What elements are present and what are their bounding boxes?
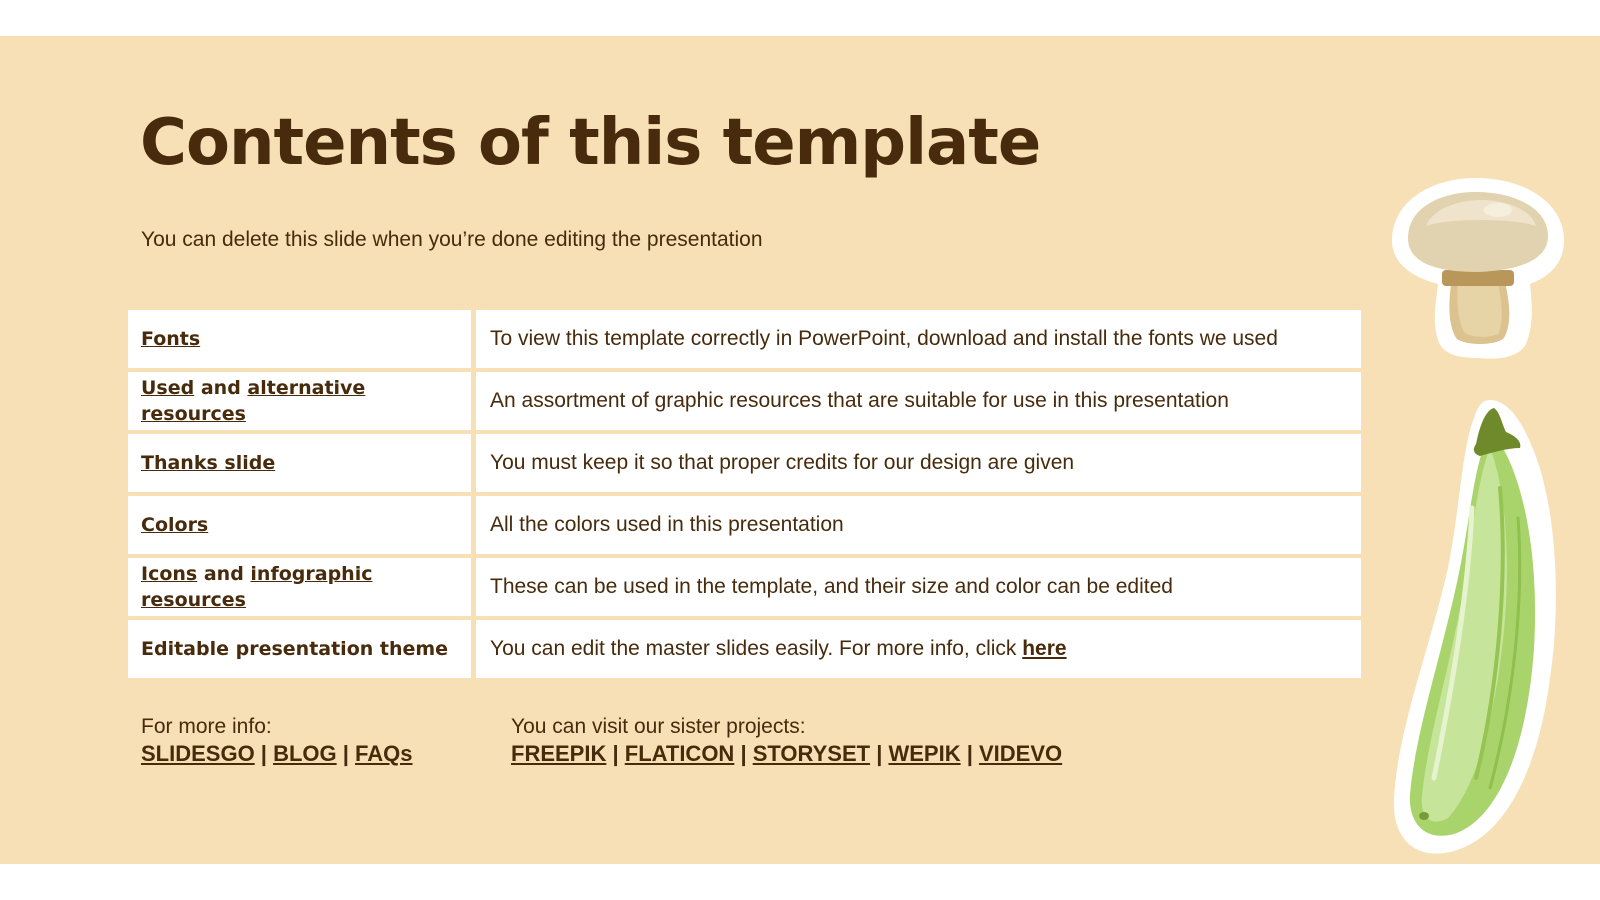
link-separator: | [960, 741, 979, 766]
link-separator: | [254, 741, 274, 766]
row-title-cell [128, 558, 471, 616]
page-title: Contents of this template [140, 106, 1041, 180]
mushroom-sticker-icon [1386, 174, 1566, 360]
row-title-cell [128, 310, 471, 368]
row-title [141, 450, 275, 476]
resource-link[interactable]: alternative resources [141, 377, 366, 425]
table-row [128, 496, 1361, 554]
table-row [128, 434, 1361, 492]
row-title [141, 561, 471, 613]
row-description: All the colors used in this presentation [490, 513, 844, 536]
row-description: You must keep it so that proper credits for our design are given [490, 451, 1075, 474]
row-description: You can edit the master slides easily. For more info, click [490, 637, 1023, 660]
resource-link[interactable]: Icons [141, 563, 198, 585]
row-description-cell [476, 558, 1361, 616]
row-description-cell [476, 372, 1361, 430]
more-info-label: For more info: [141, 715, 272, 738]
table-row [128, 620, 1361, 678]
link-separator: | [606, 741, 625, 766]
more-info-links [141, 740, 413, 768]
table-row [128, 558, 1361, 616]
link-separator: | [734, 741, 753, 766]
table-row [128, 372, 1361, 430]
zucchini-sticker-icon [1390, 398, 1566, 856]
row-description-cell [476, 310, 1361, 368]
row-title [141, 512, 208, 538]
row-title-cell [128, 496, 471, 554]
freepik-link[interactable]: FREEPIK [511, 741, 607, 766]
sister-projects-block [511, 714, 1062, 768]
resource-link[interactable]: Thanks slide [141, 452, 276, 474]
row-description-cell [476, 620, 1361, 678]
row-title-text: Editable presentation theme [141, 638, 449, 660]
resource-link[interactable]: Fonts [141, 328, 201, 350]
videvo-link[interactable]: VIDEVO [978, 741, 1063, 766]
row-title-cell [128, 434, 471, 492]
row-description: An assortment of graphic resources that are suitable for use in this presentation [490, 389, 1229, 412]
resource-link[interactable]: infographic resources [141, 563, 373, 611]
row-title-cell [128, 620, 471, 678]
subtitle: You can delete this slide when you’re done editing the presentation [141, 228, 763, 251]
row-title [141, 375, 471, 427]
storyset-link[interactable]: STORYSET [752, 741, 871, 766]
slide [0, 36, 1600, 864]
slidesgo-link[interactable]: SLIDESGO [141, 741, 255, 766]
table-row [128, 310, 1361, 368]
row-description-cell [476, 496, 1361, 554]
sister-projects-label: You can visit our sister projects: [511, 715, 806, 738]
link-separator: | [870, 741, 889, 766]
here-link[interactable]: here [1022, 637, 1067, 660]
row-description: These can be used in the template, and their size and color can be edited [490, 575, 1173, 598]
resource-link[interactable]: Colors [141, 514, 209, 536]
row-title [141, 326, 200, 352]
row-title-text: and [194, 377, 248, 399]
wepik-link[interactable]: WEPIK [888, 741, 961, 766]
more-info-block [141, 714, 413, 768]
row-title-cell [128, 372, 471, 430]
sister-projects-links [511, 740, 1062, 768]
row-title [141, 636, 448, 662]
link-separator: | [336, 741, 356, 766]
row-description: To view this template correctly in PowerPoint, download and install the fonts we used [490, 327, 1278, 350]
blog-link[interactable]: BLOG [273, 741, 337, 766]
row-description-cell [476, 434, 1361, 492]
row-title-text: and [197, 563, 251, 585]
faqs-link[interactable]: FAQs [355, 741, 413, 766]
flaticon-link[interactable]: FLATICON [624, 741, 735, 766]
resource-link[interactable]: Used [141, 377, 195, 399]
